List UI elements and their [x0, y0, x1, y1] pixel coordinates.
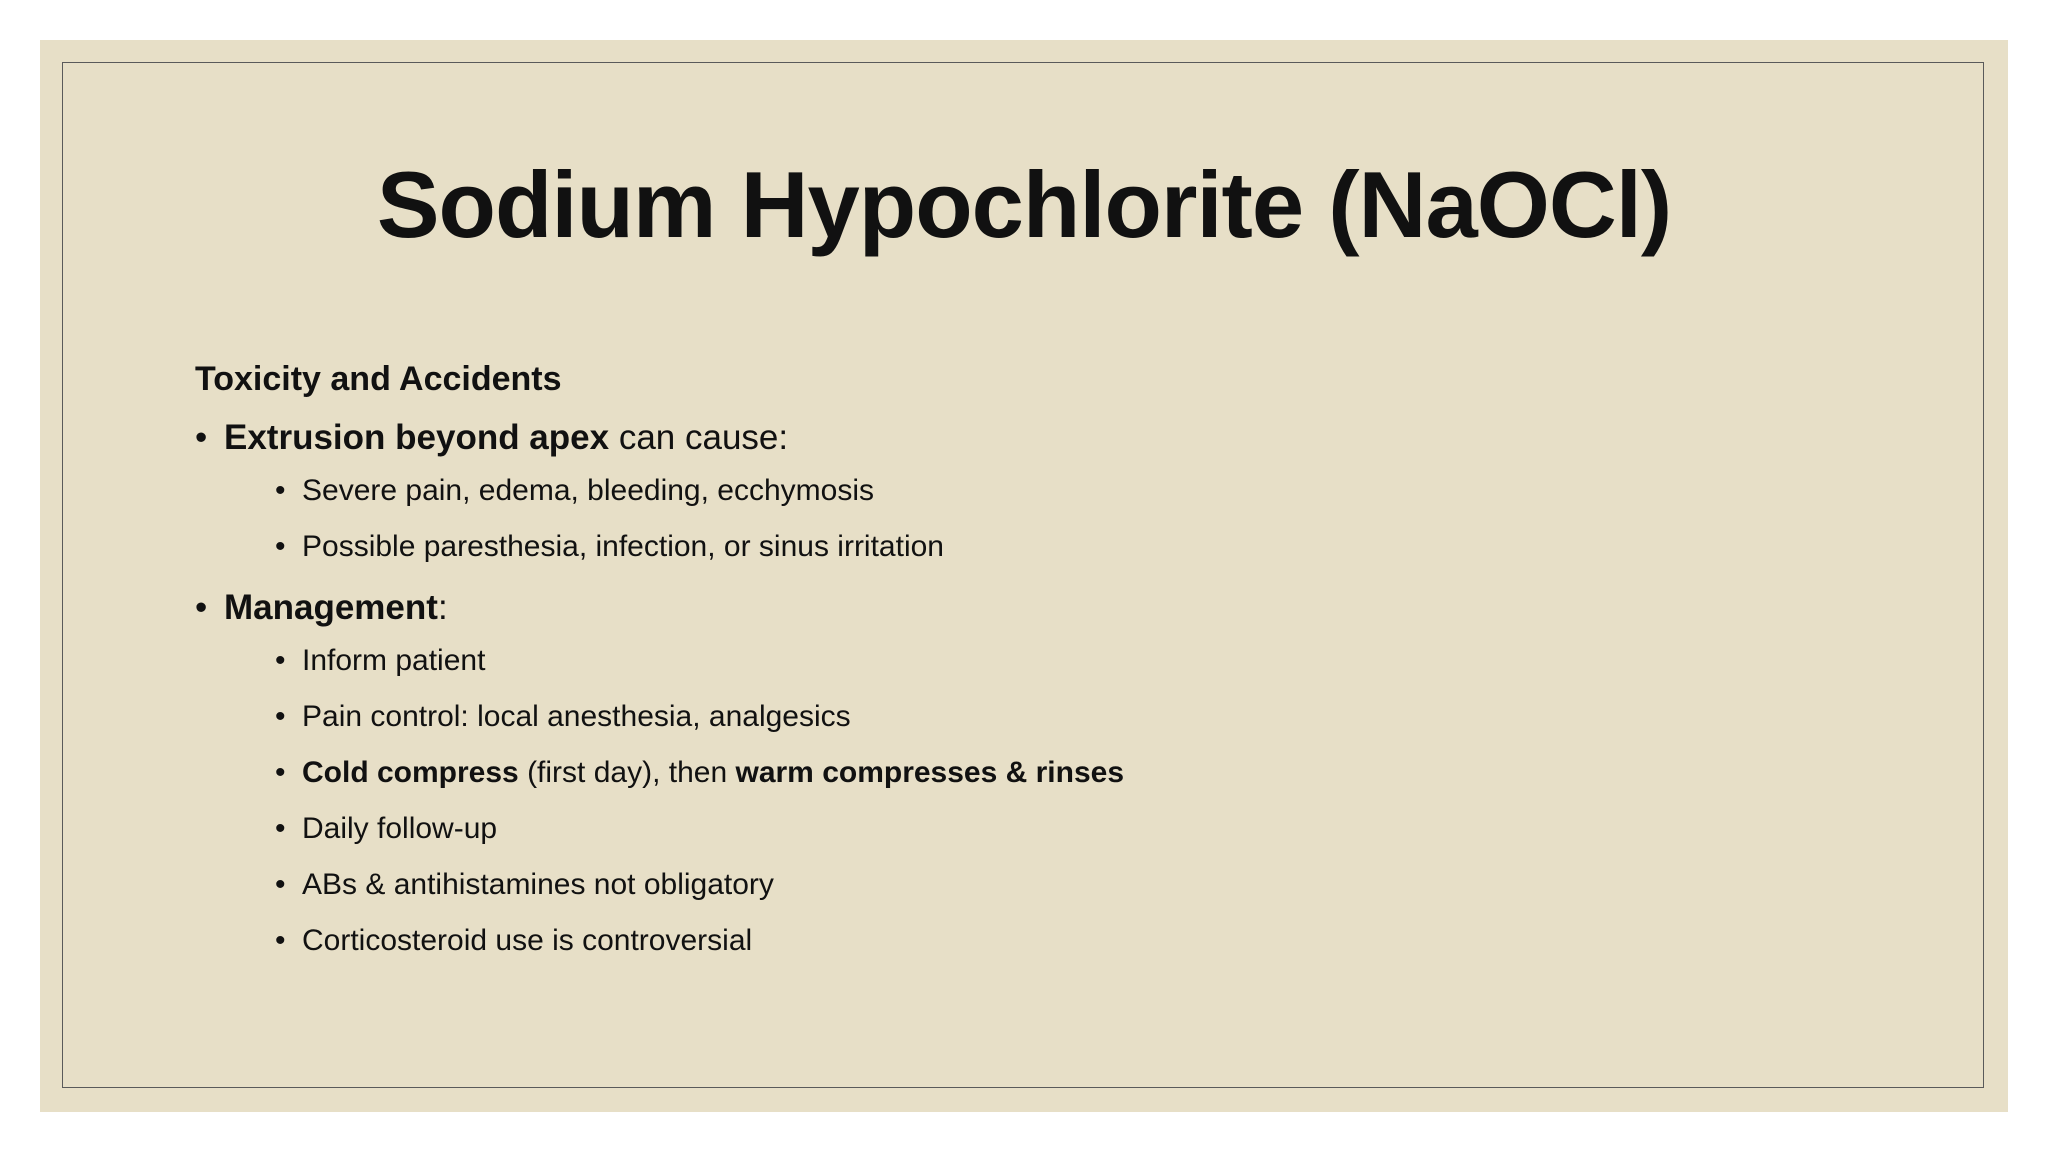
- sub-bullet-complications: • Possible paresthesia, infection, or sinus irritation: [195, 532, 1695, 566]
- sub-bullet-corticosteroid: • Corticosteroid use is controversial: [195, 926, 1695, 960]
- sub-bullet-inform: • Inform patient: [195, 646, 1695, 680]
- bullet-management-rest: :: [437, 588, 448, 627]
- slide-title: Sodium Hypochlorite (NaOCl): [376, 152, 1672, 257]
- bullet-extrusion-rest: can cause:: [609, 418, 789, 457]
- section-subheading: Toxicity and Accidents: [195, 360, 562, 398]
- sub-bullet-follow-up: • Daily follow-up: [195, 814, 1695, 848]
- compress-middle-text: (first day), then: [518, 756, 736, 789]
- bullet-management: [195, 590, 1695, 628]
- slide-body: [195, 362, 1695, 982]
- compress-warm-bold: warm compresses & rinses: [735, 756, 1125, 789]
- slide: [40, 40, 2008, 1112]
- sub-bullet-compress: [195, 758, 1695, 792]
- bullet-management-bold: Management: [224, 588, 438, 627]
- bullet-extrusion-bold: Extrusion beyond apex: [224, 418, 610, 457]
- sub-bullet-symptoms: • Severe pain, edema, bleeding, ecchymosis: [195, 476, 1695, 510]
- compress-cold-bold: Cold compress: [302, 756, 519, 789]
- sub-bullet-antibiotics: • ABs & antihistamines not obligatory: [195, 870, 1695, 904]
- bullet-extrusion: [195, 420, 1695, 458]
- sub-bullet-pain-control: • Pain control: local anesthesia, analgesics: [195, 702, 1695, 736]
